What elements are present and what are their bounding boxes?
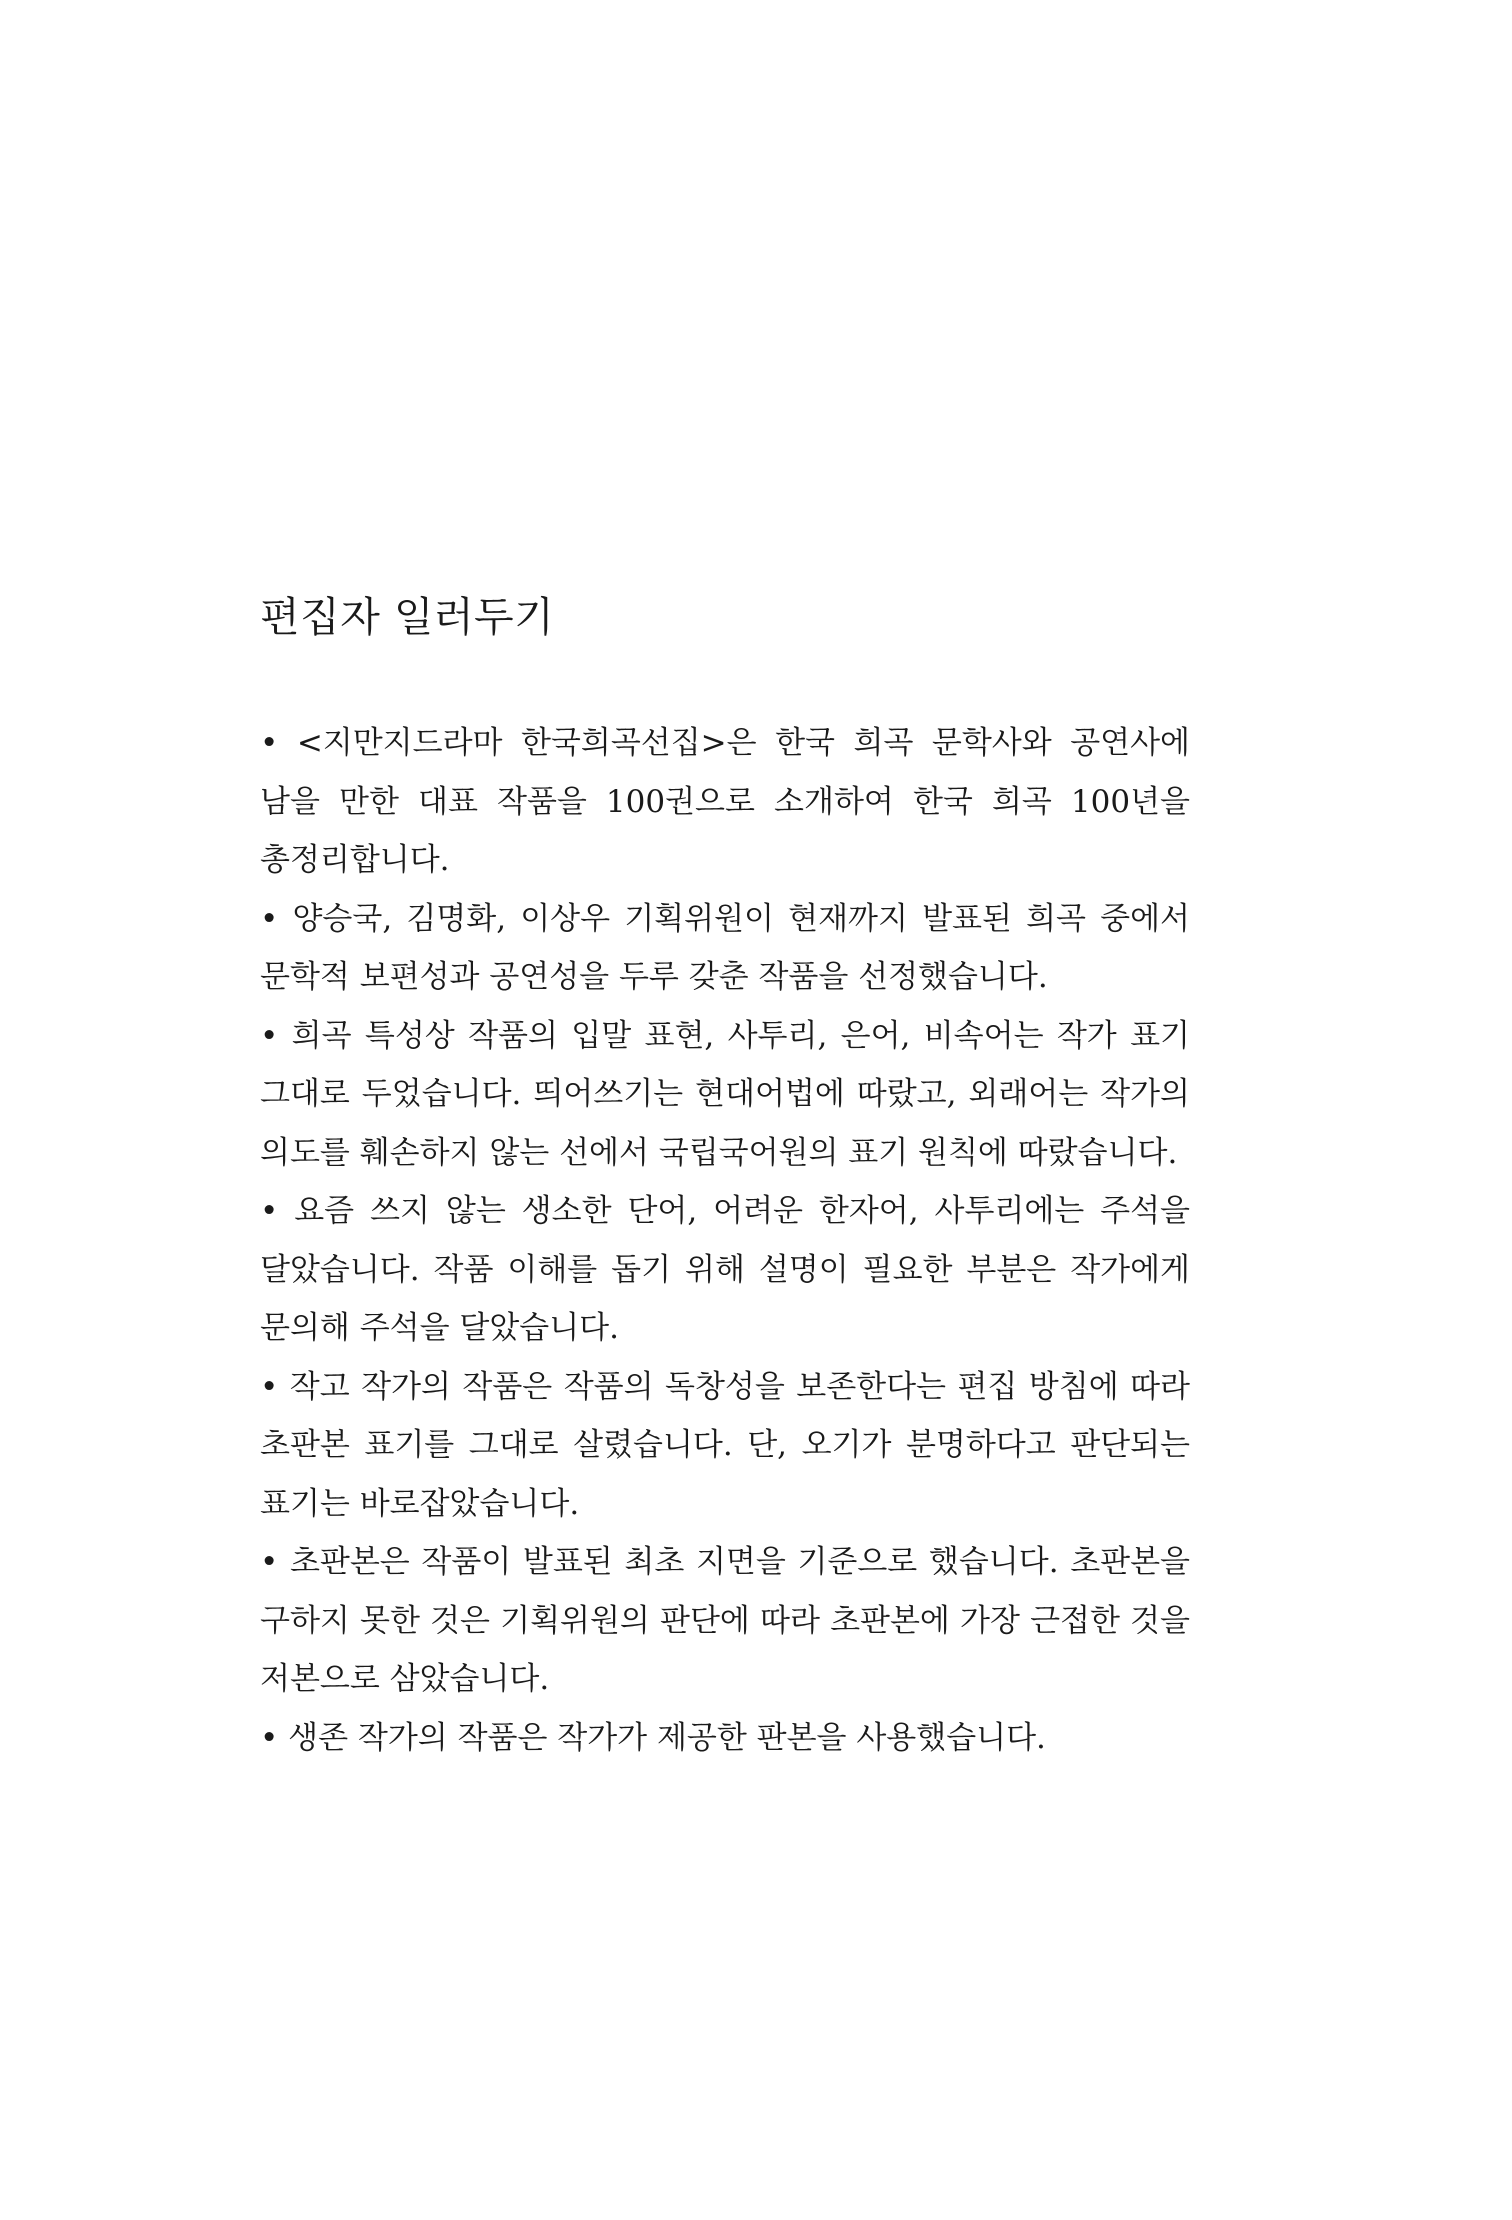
note-text: 초판본은 작품이 발표된 최초 지면을 기준으로 했습니다. 초판본을 구하지 못한 것은 기획위원의 판단에 따라 초판본에 가장 근접한 것을 저본으로 삼았습니다. bbox=[260, 1544, 1191, 1697]
page-title: 편집자 일러두기 bbox=[260, 593, 555, 641]
note-text: 요즘 쓰지 않는 생소한 단어, 어려운 한자어, 사투리에는 주석을 달았습니다. 작품 이해를 돕기 위해 설명이 필요한 부분은 작가에게 문의해 주석을 달았습니다. bbox=[260, 1193, 1190, 1346]
note-item-2 bbox=[260, 890, 1190, 1007]
bullet-icon: • bbox=[260, 900, 279, 937]
editor-notes-page bbox=[260, 590, 1195, 1767]
note-text: 생존 작가의 작품은 작가가 제공한 판본을 사용했습니다. bbox=[288, 1719, 1046, 1756]
note-text: 작고 작가의 작품은 작품의 독창성을 보존한다는 편집 방침에 따라 초판본 표기를 그대로 살렸습니다. 단, 오기가 분명하다고 판단되는 표기는 바로잡았습니다. bbox=[260, 1368, 1190, 1522]
notes-list bbox=[260, 714, 1190, 1767]
bullet-icon: • bbox=[260, 1544, 279, 1580]
bullet-icon: • bbox=[260, 1719, 279, 1756]
note-item-7 bbox=[260, 1709, 1190, 1768]
bullet-icon: • bbox=[260, 1017, 279, 1054]
note-text: 희곡 특성상 작품의 입말 표현, 사투리, 은어, 비속어는 작가 표기 그대로 두었습니다. 띄어쓰기는 현대어법에 따랐고, 외래어는 작가의 의도를 훼손하지 않는 선에서 국립국어원의 표기 원칙에 따랐습니다. bbox=[260, 1017, 1190, 1171]
note-item-6 bbox=[260, 1533, 1190, 1709]
note-item-3 bbox=[260, 1007, 1190, 1183]
note-item-5 bbox=[260, 1358, 1190, 1534]
note-text: 양승국, 김명화, 이상우 기획위원이 현재까지 발표된 희곡 중에서 문학적 보편성과 공연성을 두루 갖춘 작품을 선정했습니다. bbox=[260, 900, 1191, 995]
bullet-icon: • bbox=[260, 1368, 279, 1405]
note-item-1 bbox=[260, 714, 1190, 890]
bullet-icon: • bbox=[260, 725, 279, 761]
bullet-icon: • bbox=[260, 1193, 279, 1229]
note-item-4 bbox=[260, 1182, 1190, 1358]
note-text: <지만지드라마 한국희곡선집>은 한국 희곡 문학사와 공연사에 남을 만한 대표 작품을 100권으로 소개하여 한국 희곡 100년을 총정리합니다. bbox=[260, 725, 1190, 878]
